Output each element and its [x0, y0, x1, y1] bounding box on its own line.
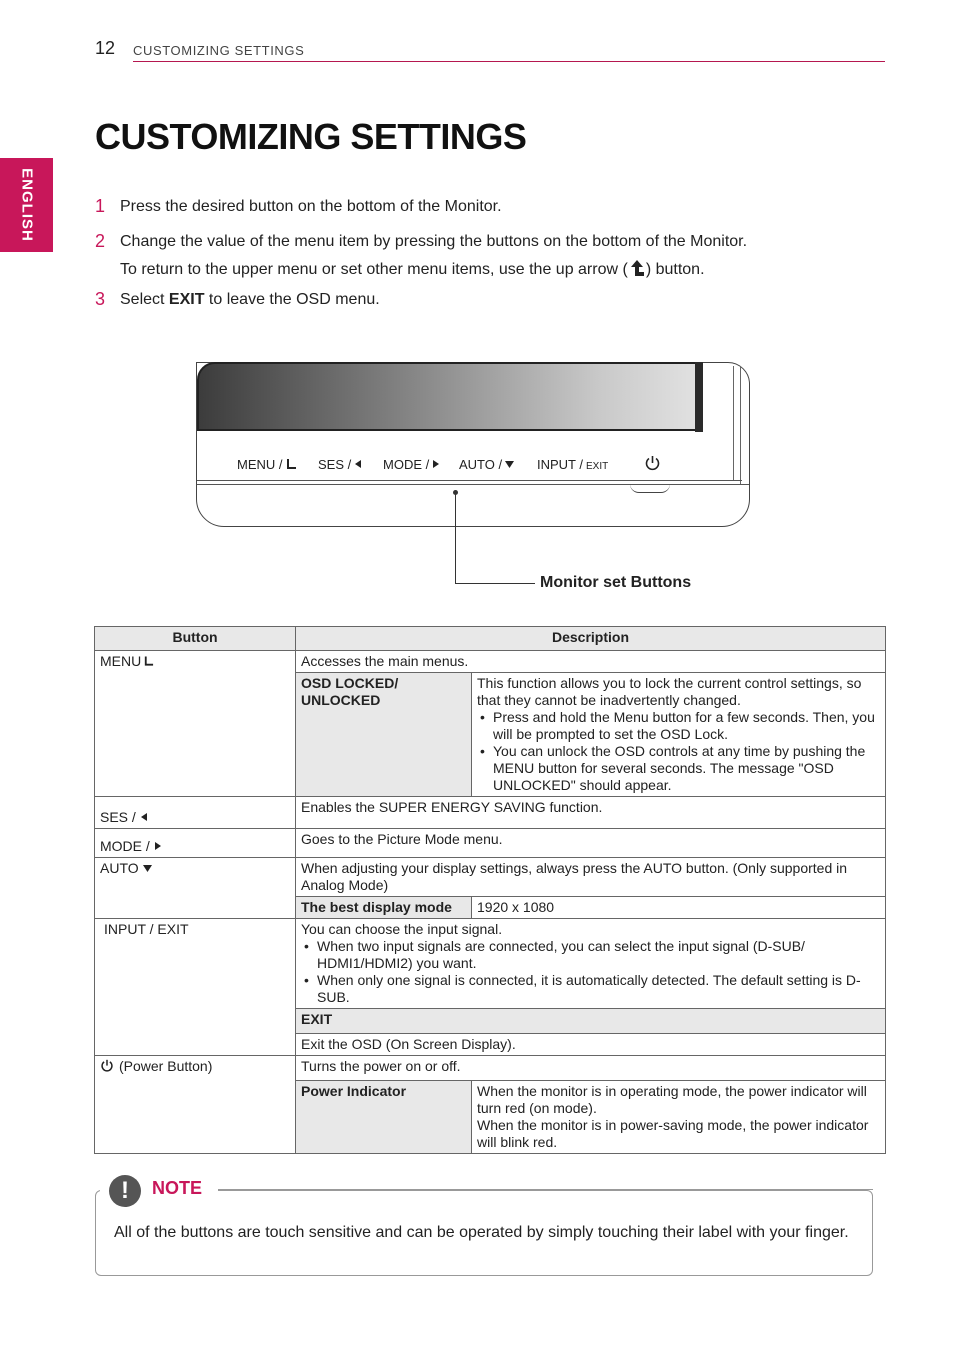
list-item: • When two input signals are connected, you can select the input signal (D-SUB/ HDMI1/HDMI2) you want.	[301, 938, 880, 972]
list-item: • You can unlock the OSD controls at any time by pushing the MENU button for several seconds. The message "OSD UNLOCKED" should appear.	[477, 743, 880, 794]
callout-label: Monitor set Buttons	[540, 574, 692, 591]
sub-label-cell: EXIT	[296, 1009, 886, 1034]
button-cell: AUTO	[95, 858, 296, 919]
sub-description-cell: This function allows you to lock the current control settings, so that they cannot be inadvertently changed. • Press and hold the Menu button for a few seconds. Then, you will be prompted to set the OSD Lock. • You can unlock the OSD controls at any time by pushing the MENU button for several seconds. The message "OSD UNLOCKED" should appear.	[472, 673, 886, 797]
button-table	[94, 626, 886, 1154]
screen-edge	[695, 362, 703, 432]
list-item: • Press and hold the Menu button for a few seconds. Then, you will be prompted to set the OSD Lock.	[477, 709, 880, 743]
column-header-description: Description	[296, 627, 886, 651]
language-tab	[0, 158, 53, 252]
note-text: All of the buttons are touch sensitive and can be operated by simply touching their label with your finger.	[114, 1224, 849, 1241]
sub-label-cell: OSD LOCKED/ UNLOCKED	[296, 673, 472, 797]
button-cell: (Power Button)	[95, 1056, 296, 1154]
running-header: CUSTOMIZING SETTINGS	[133, 43, 305, 58]
header-rule	[133, 61, 885, 62]
bullet-list	[301, 938, 880, 1006]
monitor-ses-button[interactable]: SES /	[318, 457, 363, 472]
table-row	[95, 1056, 886, 1081]
sub-label-cell: Power Indicator	[296, 1081, 472, 1154]
step-text-3: Select EXIT to leave the OSD menu.	[120, 291, 380, 308]
power-indicator-arc	[630, 484, 670, 493]
step-number-2: 2	[95, 231, 106, 251]
table-row	[95, 797, 886, 829]
button-cell: INPUT / EXIT	[95, 919, 296, 1056]
down-triangle-icon	[142, 863, 153, 873]
description-cell: Goes to the Picture Mode menu.	[296, 829, 886, 858]
note-rule	[218, 1189, 873, 1190]
right-triangle-icon	[153, 841, 163, 851]
step-text-2-line2: To return to the upper menu or set other menu items, use the up arrow ( ) button.	[120, 261, 705, 278]
callout-line	[455, 583, 535, 584]
page-title: CUSTOMIZING SETTINGS	[95, 116, 527, 157]
list-item: • When only one signal is connected, it is automatically detected. The default setting is D-SUB.	[301, 972, 880, 1006]
table-row	[95, 651, 886, 673]
bezel-line	[197, 480, 742, 481]
bezel-edge	[740, 366, 741, 484]
monitor-screen	[197, 362, 702, 431]
left-triangle-icon	[139, 812, 149, 822]
power-icon[interactable]	[644, 455, 661, 472]
description-cell: When adjusting your display settings, always press the AUTO button. (Only supported in Analog Mode)	[296, 858, 886, 897]
button-cell: MODE /	[95, 829, 296, 858]
sub-description-cell: When the monitor is in operating mode, the power indicator will turn red (on mode). When the monitor is in power-saving mode, the power indicator will blink red.	[472, 1081, 886, 1154]
step-text-2: Change the value of the menu item by pressing the buttons on the bottom of the Monitor.	[120, 233, 748, 250]
column-header-button: Button	[95, 627, 296, 651]
sub-label-cell: The best display mode	[296, 897, 472, 919]
return-icon	[285, 459, 297, 470]
description-cell: You can choose the input signal. • When two input signals are connected, you can select the input signal (D-SUB/ HDMI1/HDMI2) you want. • When only one signal is connected, it is automatically detected. The default setting is D-SUB.	[296, 919, 886, 1009]
sub-value-cell: 1920 x 1080	[472, 897, 886, 919]
step-text-1: Press the desired button on the bottom of the Monitor.	[120, 198, 502, 215]
page-number: 12	[95, 38, 116, 58]
callout-line	[455, 494, 456, 583]
monitor-mode-button[interactable]: MODE /	[383, 457, 441, 472]
table-row	[95, 829, 886, 858]
down-triangle-icon	[504, 459, 515, 469]
exclamation-icon: !	[109, 1175, 141, 1207]
description-cell: Exit the OSD (On Screen Display).	[296, 1034, 886, 1056]
language-label: ENGLISH	[18, 168, 35, 242]
left-triangle-icon	[353, 459, 363, 469]
description-cell: Turns the power on or off.	[296, 1056, 886, 1081]
step-number-1: 1	[95, 196, 106, 216]
monitor-auto-button[interactable]: AUTO /	[459, 457, 515, 472]
power-icon	[100, 1059, 114, 1073]
bezel-edge	[733, 366, 734, 480]
button-cell: MENU	[95, 651, 296, 797]
bullet-list	[477, 709, 880, 794]
return-icon	[143, 656, 154, 667]
monitor-input-button[interactable]: INPUT / EXIT	[537, 457, 609, 472]
step-number-3: 3	[95, 289, 106, 309]
table-row	[95, 919, 886, 1009]
button-cell: SES /	[95, 797, 296, 829]
description-cell: Accesses the main menus.	[296, 651, 886, 673]
right-triangle-icon	[431, 459, 441, 469]
table-row	[95, 858, 886, 897]
note-title: NOTE	[152, 1178, 203, 1198]
description-cell: Enables the SUPER ENERGY SAVING function.	[296, 797, 886, 829]
monitor-menu-button[interactable]: MENU /	[237, 457, 297, 472]
up-arrow-icon	[628, 259, 646, 277]
